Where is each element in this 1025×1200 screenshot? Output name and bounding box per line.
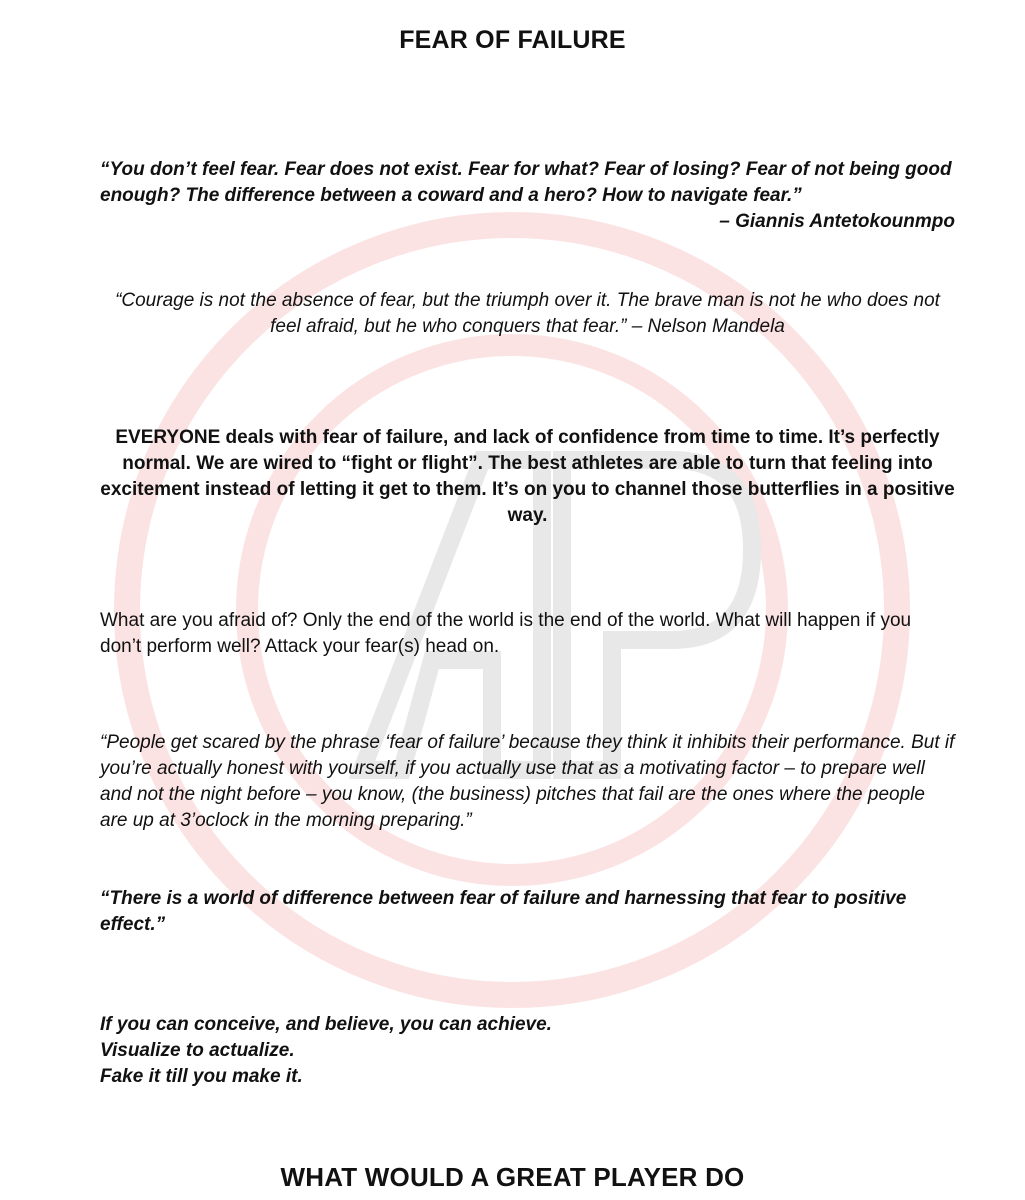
quote-world-of-difference: “There is a world of difference between fear of failure and harnessing that fear to positive effect.” [100, 888, 907, 935]
affirmation-item: Visualize to actualize. [100, 1040, 295, 1061]
quote-antetokounmpo [100, 157, 955, 235]
quote-attribution: – Giannis Antetokounmpo [719, 211, 955, 232]
next-section-heading: WHAT WOULD A GREAT PLAYER DO [280, 1162, 745, 1192]
paragraph-afraid: What are you afraid of? Only the end of the world is the end of the world. What will happen if you don’t perform well? Attack your fear(s) head on. [100, 610, 912, 657]
page-title: FEAR OF FAILURE [399, 26, 626, 54]
quote-text: “You don’t feel fear. Fear does not exist. Fear for what? Fear of losing? Fear of not being good enough? The difference between a coward and a hero? How to navigate fear.” [100, 159, 952, 206]
affirmation-item: If you can conceive, and believe, you can achieve. [100, 1014, 552, 1035]
affirmations-list [100, 1012, 955, 1090]
affirmation-item: Fake it till you make it. [100, 1066, 303, 1087]
paragraph-everyone: EVERYONE deals with fear of failure, and lack of confidence from time to time. It’s perfectly normal. We are wired to “fight or flight”. The best athletes are able to turn that feeling into excitement instead of letting it get to them. It’s on you to channel those butterflies in a positive way. [100, 427, 955, 526]
quote-mandela: “Courage is not the absence of fear, but the triumph over it. The brave man is not he who does not feel afraid, but he who conquers that fear.” – Nelson Mandela [115, 290, 940, 337]
quote-fear-of-failure: “People get scared by the phrase ‘fear of failure’ because they think it inhibits their performance. But if you’re actually honest with yourself, if you actually use that as a motivating factor – to prepare well and not the night before – you know, (the business) pitches that fail are the ones where the people are up at 3’oclock in the morning preparing.” [100, 732, 955, 831]
